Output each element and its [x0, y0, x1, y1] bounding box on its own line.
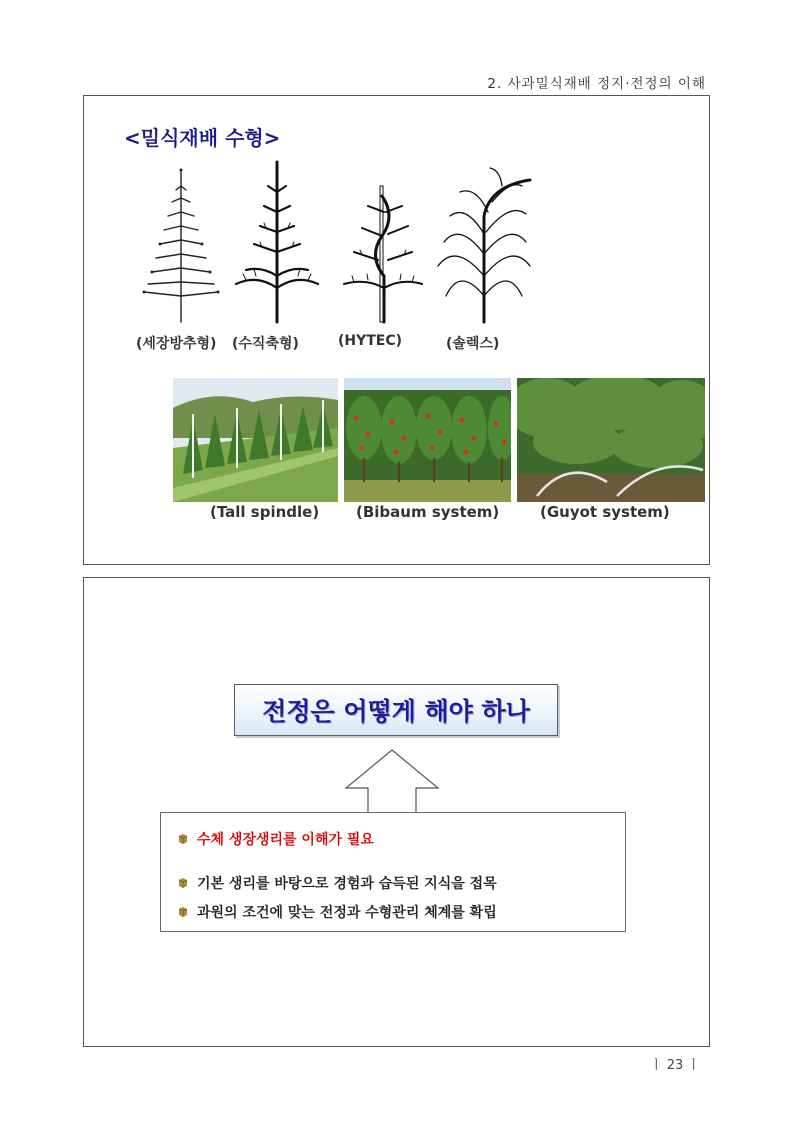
- slide-title: <밀식재배 수형>: [124, 126, 281, 150]
- photo-tall-spindle-orchard: [173, 378, 338, 502]
- slide-dense-planting-forms: [83, 95, 710, 565]
- bullet-text: 기본 생리를 바탕으로 경험과 습득된 지식을 접목: [197, 876, 497, 892]
- bullet-item: [177, 829, 374, 849]
- bullet-item: [177, 902, 497, 922]
- page-header: 2. 사과밀식재배 정지·전정의 이해: [487, 76, 706, 92]
- tree-diagram-solaxe: [430, 156, 540, 326]
- up-arrow-icon: [342, 748, 442, 818]
- tree-label-slender-spindle: (세장방추형): [136, 336, 217, 352]
- tree-label-vertical-axis: (수직축형): [232, 336, 299, 352]
- bullet-list-box: [160, 812, 626, 932]
- tree-diagram-hytec: [338, 156, 428, 326]
- photo-label-guyot: (Guyot system): [540, 503, 670, 521]
- tree-label-hytec: (HYTEC): [338, 333, 403, 349]
- question-title: 전정은 어떻게 해야 하나: [262, 697, 530, 726]
- bullet-icon: [177, 877, 189, 889]
- tree-diagram-slender-spindle: [136, 156, 226, 326]
- question-box: [234, 684, 558, 736]
- page-number: ㅣ 23 ㅣ: [650, 1058, 700, 1073]
- photo-label-bibaum: (Bibaum system): [356, 503, 500, 521]
- tree-diagram-vertical-axis: [232, 156, 322, 326]
- photo-guyot-orchard: [517, 378, 705, 502]
- bullet-icon: [177, 833, 189, 845]
- bullet-text: 수체 생장생리를 이해가 필요: [197, 832, 374, 848]
- bullet-icon: [177, 906, 189, 918]
- photo-bibaum-orchard: [344, 378, 511, 502]
- photo-label-tall-spindle: (Tall spindle): [210, 503, 320, 521]
- bullet-text: 과원의 조건에 맞는 전정과 수형관리 체계를 확립: [197, 905, 497, 921]
- tree-label-solaxe: (솔렉스): [446, 336, 500, 352]
- bullet-item: [177, 873, 497, 893]
- slide-pruning-method: [83, 577, 710, 1047]
